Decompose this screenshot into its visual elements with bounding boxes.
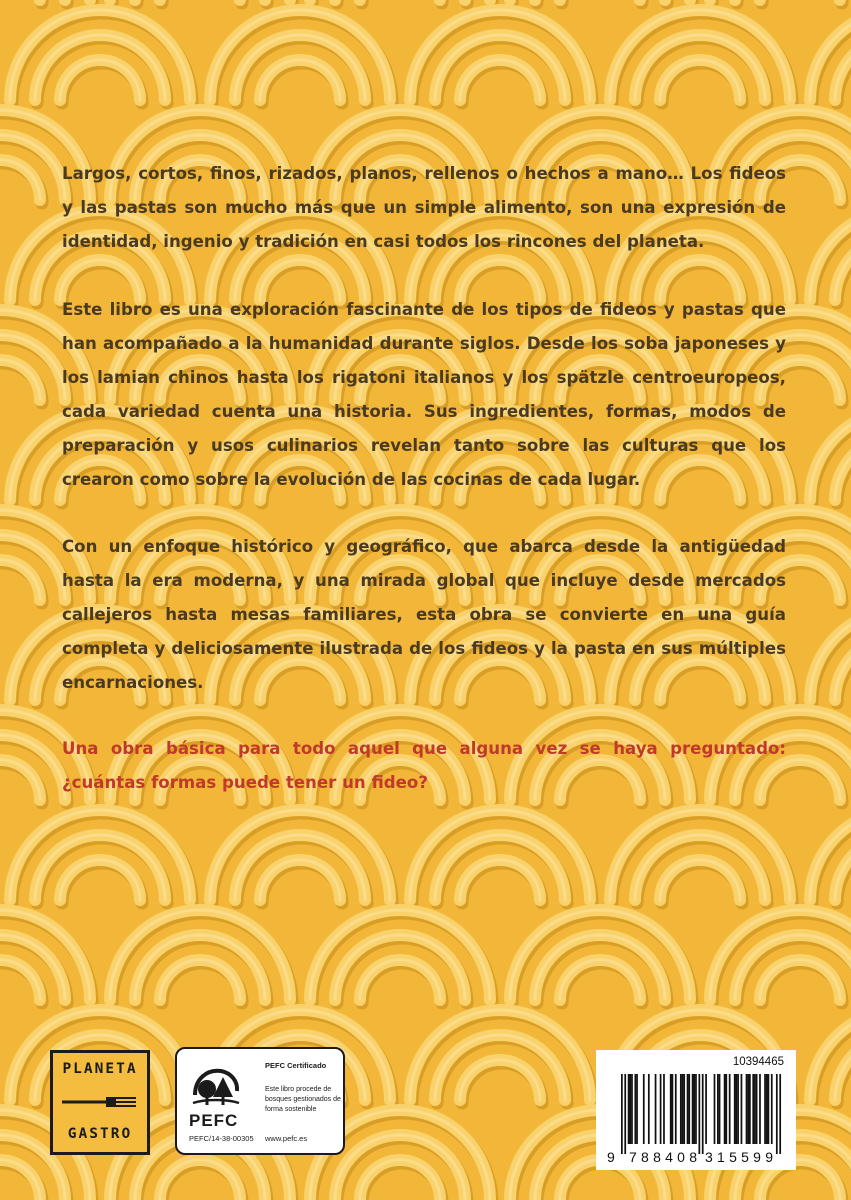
publisher-name-line2: GASTRO [67,1126,133,1142]
blurb-paragraph-intro: Largos, cortos, finos, rizados, planos, rellenos o hechos a mano… Los fideos y las pastas son mucho más que un simple alimento, son una expresión de identidad, ingenio y tradición en casi todos los rincones del planeta. [62,164,786,251]
barcode-bar [624,1074,626,1154]
barcode-bar [636,1074,638,1144]
pefc-description: Este libro procede de bosques gestionados de forma sostenible [265,1086,341,1113]
barcode-bar [764,1074,766,1144]
barcode-bar [682,1074,684,1144]
barcode-bar [771,1074,773,1144]
barcode-bar [705,1074,707,1144]
barcode-bar [687,1074,689,1144]
barcode-bar [719,1074,721,1144]
barcode-bar [724,1074,726,1144]
barcode-bar [752,1074,754,1144]
barcode-bar [692,1074,694,1144]
barcode-bar [725,1074,727,1144]
barcode-box [596,1050,796,1170]
barcode-bar [672,1074,674,1144]
barcode-bar [631,1074,633,1144]
barcode-bar [621,1074,623,1154]
publisher-name-line1: PLANETA [62,1061,138,1077]
barcode-bar [693,1074,695,1144]
barcode-bar [663,1074,665,1144]
fork-icon [60,1094,140,1110]
barcode-digit-group-lead: 9 [607,1149,615,1165]
barcode-bar [688,1074,690,1144]
barcode-bar [680,1074,682,1144]
barcode-bar [643,1074,645,1144]
pefc-license-code: PEFC/14-38-00305 [189,1134,254,1143]
barcode-bar [655,1074,657,1144]
pefc-website: www.pefc.es [265,1134,308,1143]
barcode-digit-group-right: 315599 [705,1149,773,1165]
barcode-bar [779,1074,781,1154]
barcode-bar [759,1074,761,1144]
pefc-certified-label: PEFC Certificado [265,1061,327,1070]
blurb-paragraph-approach: Con un enfoque histórico y geográfico, que abarca desde la antigüedad hasta la era moderna, y una mirada global que incluye desde mercados callejeros hasta mesas familiares, esta obra se convierte en una guía completa y deliciosamente ilustrada de los fideos y la pasta en sus múltiples encarnaciones. [62,537,786,692]
barcode-bars [621,1074,781,1154]
barcode-bar [768,1074,770,1144]
barcode-bar [629,1074,631,1144]
pefc-certification-box [175,1047,345,1155]
barcode-bar [729,1074,731,1144]
barcode-bar [702,1074,704,1154]
barcode-bar [717,1074,719,1144]
barcode-bar [747,1074,749,1144]
barcode-bar [737,1074,739,1144]
pefc-trees-logo-icon [191,1065,241,1109]
barcode-bar [741,1074,743,1144]
barcode-bar [660,1074,662,1144]
barcode-bar [670,1074,672,1144]
barcode-bar [734,1074,736,1144]
barcode-digit-group-left: 788408 [629,1149,697,1165]
barcode-bar [695,1074,697,1144]
barcode-bar [634,1074,636,1144]
barcode-bar [675,1074,677,1144]
blurb-paragraph-exploration: Este libro es una exploración fascinante de los tipos de fideos y pastas que han acompañado a la humanidad durante siglos. Desde los soba japoneses y los lamian chinos hasta los rigatoni italianos y los spätzle centroeuropeos, cada variedad cuenta una historia. Sus ingredientes, formas, modos de preparación y usos culinarios revelan tanto sobre las culturas que los crearon como sobre la evolución de las cocinas de cada lugar. [62,300,786,489]
barcode-bar [648,1074,650,1144]
barcode-bar [776,1074,778,1154]
barcode-bar [746,1074,748,1144]
barcode-bar [698,1074,700,1154]
barcode-bar [736,1074,738,1144]
pefc-name: PEFC [189,1111,239,1130]
product-code: 10394465 [732,1056,784,1068]
planeta-gastro-logo [50,1050,150,1155]
barcode-bar [754,1074,756,1144]
blurb-highlight-question: Una obra básica para todo aquel que alguna vez se haya preguntado: ¿cuántas formas puede tener un fideo? [62,739,786,792]
barcode-bar [756,1074,758,1144]
barcode-bar [628,1074,630,1144]
barcode-bar [749,1074,751,1144]
isbn-barcode [607,1074,781,1166]
barcode-bar [683,1074,685,1144]
barcode-bar [766,1074,768,1144]
barcode-bar [714,1074,716,1144]
